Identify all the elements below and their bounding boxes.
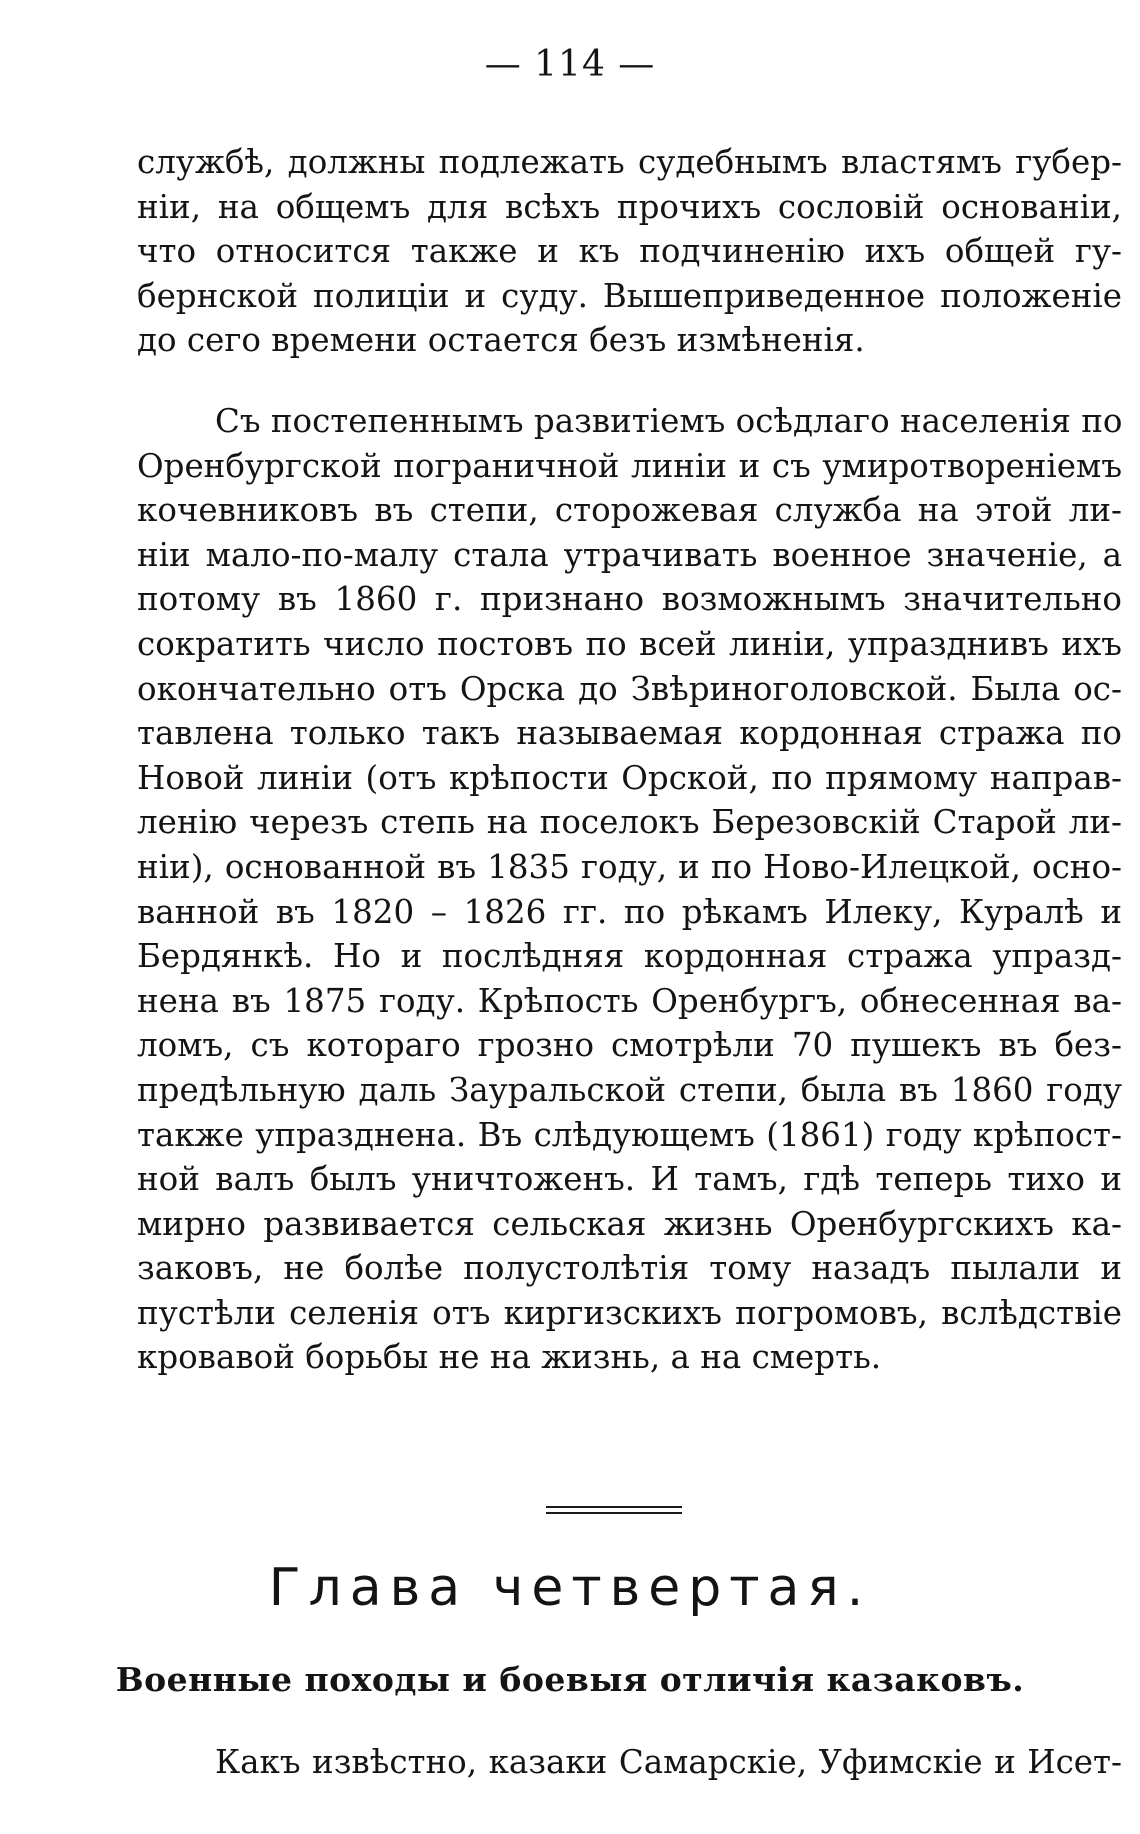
text-line: кровавой борьбы не на жизнь, а на смерть. <box>137 1338 882 1377</box>
text-line: потому въ 1860 г. признано возможнымъ значительно <box>137 580 1122 619</box>
text-line: ніи, на общемъ для всѣхъ прочихъ сословій основаніи, <box>137 187 1122 226</box>
text-line: до сего времени остается безъ измѣненія. <box>137 321 865 360</box>
text-line: нена въ 1875 году. Крѣпость Оренбургъ, обнесенная ва- <box>137 981 1122 1020</box>
text-line: окончательно отъ Орска до Звѣриноголовской. Была ос- <box>137 669 1122 708</box>
text-line: Съ постепеннымъ развитіемъ осѣдлаго населенія по <box>215 402 1122 440</box>
paragraph-1 <box>137 140 1122 363</box>
text-line: кочевниковъ въ степи, сторожевая служба на этой ли- <box>137 491 1122 530</box>
text-line: ломъ, съ котораго грозно смотрѣли 70 пушекъ въ без- <box>137 1026 1122 1065</box>
section-separator <box>546 1506 682 1516</box>
text-line: что относится также и къ подчиненію ихъ общей гу- <box>137 232 1122 271</box>
text-line: ной валъ былъ уничтоженъ. И тамъ, гдѣ теперь тихо и <box>137 1160 1122 1199</box>
text-line: мирно развивается сельская жизнь Оренбургскихъ ка- <box>137 1204 1122 1243</box>
page-number: — 114 — <box>484 44 656 85</box>
text-line: пустѣли селенія отъ киргизскихъ погромовъ, вслѣдствіе <box>137 1293 1122 1332</box>
text-line: Новой линіи (отъ крѣпости Орской, по прямому направ- <box>137 758 1122 797</box>
text-line: ленію черезъ степь на поселокъ Березовскій Старой ли- <box>137 803 1122 842</box>
text-line: службѣ, должны подлежать судебнымъ властямъ губер- <box>137 143 1122 181</box>
text-line: Бердянкѣ. Но и послѣдняя кордонная стража упразд- <box>137 937 1122 976</box>
text-line: также упразднена. Въ слѣдующемъ (1861) году крѣпост- <box>137 1115 1122 1154</box>
text-line: заковъ, не болѣе полустолѣтія тому назадъ пылали и <box>137 1249 1122 1288</box>
text-line: предѣльную даль Зауральской степи, была въ 1860 году <box>137 1070 1122 1109</box>
paragraph-3 <box>137 1740 1122 1785</box>
chapter-title: Глава четвертая. <box>268 1558 872 1618</box>
text-line: Оренбургской пограничной линіи и съ умиротвореніемъ <box>137 446 1122 485</box>
text-line: сократить число постовъ по всей линіи, упразднивъ ихъ <box>137 624 1122 663</box>
text-line: ванной въ 1820 – 1826 гг. по рѣкамъ Илеку, Куралѣ и <box>137 892 1122 931</box>
text-line: ніи), основанной въ 1835 году, и по Ново-Илецкой, осно- <box>137 847 1122 886</box>
text-line: ніи мало-по-малу стала утрачивать военное значеніе, а <box>137 535 1122 574</box>
chapter-subtitle: Военные походы и боевыя отличія казаковъ. <box>115 1660 1025 1699</box>
text-line: бернской полиціи и суду. Вышеприведенное положеніе <box>137 276 1122 315</box>
text-line: тавлена только такъ называемая кордонная стража по <box>137 714 1122 753</box>
text-line: Какъ извѣстно, казаки Самарскіе, Уфимскіе и Исет- <box>215 1743 1122 1781</box>
paragraph-2 <box>137 399 1122 1380</box>
